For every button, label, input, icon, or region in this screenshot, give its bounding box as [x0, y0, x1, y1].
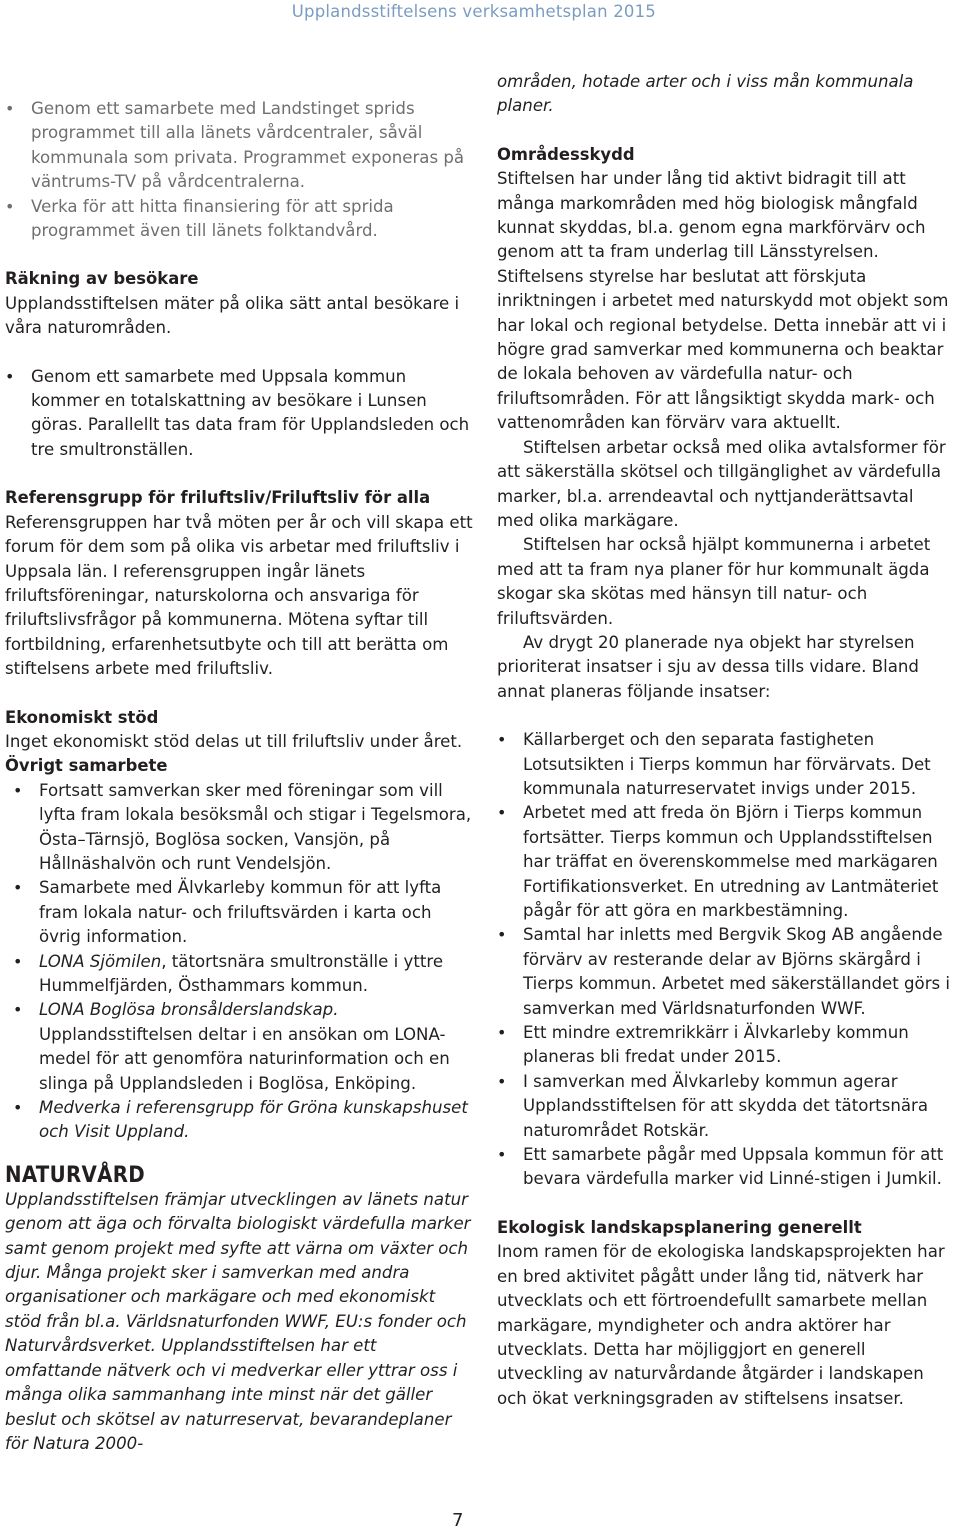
text-intro-continued: områden, hotade arter och i viss mån kommunala planer.: [497, 72, 914, 116]
list-item: • Arbetet med att freda ön Björn i Tierps kommun fortsätter. Tierps kommun och Upplandsstiftelsen har träffat en överenskommelse med markägaren Fortifikationsverket. En utredning av Lantmäteriet pågår för att göra en markbestämning.: [497, 801, 952, 923]
heading-ovrigt-samarbete: Övrigt samarbete: [5, 756, 168, 776]
item-rest: Upplandsstiftelsen deltar i en ansökan om LONA-medel för att genomföra naturinformation och en slinga på Upplandsleden i Boglösa, Enköping.: [39, 1024, 450, 1093]
text-ekonomiskt-stod: Inget ekonomiskt stöd delas ut till friluftsliv under året.: [5, 731, 463, 751]
item-italic: LONA Boglösa bronsålderslandskap.: [39, 1000, 339, 1020]
heading-omradesskydd: Områdesskydd: [497, 144, 635, 164]
list-item: [13, 950, 475, 999]
list-item: • Samtal har inletts med Bergvik Skog AB angående förvärv av resterande delar av Björns skärgård i Tierps kommun. Arbetet med säkerställandet görs i samverkan med Världsnaturfonden WWF.: [497, 923, 952, 1021]
left-column: [5, 70, 475, 1456]
list-item: • Källarberget och den separata fastigheten Lotsutsikten i Tierps kommun har förvärvats. Det kommunala naturreservatet invigs under 2015.: [497, 728, 952, 801]
text-referensgrupp: Referensgruppen har två möten per år och vill skapa ett forum för dem som på olika vis arbetar med friluftsliv i Uppsala län. I referensgruppen ingår länets friluftsföreningar, naturskolorna och ansvariga för friluftslivsfrågor på kommunerna. Mötena syftar till fortbildning, erfarenhetsutbyte och till att berätta om stiftelsens arbete med friluftsliv.: [5, 512, 473, 679]
item-rest: , tätortsnära smultronställe i yttre Hummelfjärden, Östhammars kommun.: [39, 951, 444, 995]
heading-ekonomiskt-stod: Ekonomiskt stöd: [5, 707, 159, 727]
list-item: • Medverka i referensgrupp för Gröna kunskapshuset och Visit Uppland.: [13, 1096, 475, 1145]
heading-ekologisk-landskapsplanering: Ekologisk landskapsplanering generellt: [497, 1217, 862, 1237]
text-ekologisk-landskapsplanering: Inom ramen för de ekologiska landskapsprojekten har en bred aktivitet pågått under lång tid, nätverk har utvecklats och ett förtroendefullt samarbete mellan markägare, myndigheter och andra aktörer har utvecklats. Detta har möjliggjort en generell utveckling av naturvårdande åtgärder i landskapen och ökat verkningsgraden av stiftelsens insatser.: [497, 1242, 945, 1408]
text-omradesskydd-p4: Av drygt 20 planerade nya objekt har styrelsen prioriterat insatser i sju av dessa tills vidare. Bland annat planeras följande insatser:: [497, 632, 919, 701]
bullet-list-ovrigt: [5, 779, 475, 1145]
list-item: • Samarbete med Älvkarleby kommun för att lyfta fram lokala natur- och friluftsvärden i karta och övrig information.: [13, 876, 475, 949]
list-item: • Genom ett samarbete med Uppsala kommun kommer en totalskattning av besökare i Lunsen göras. Parallellt tas data fram för Upplandsleden och tre smultronställen.: [5, 365, 475, 463]
list-item: • Fortsatt samverkan sker med föreningar som vill lyfta fram lokala besöksmål och stigar i Tegelsmora, Östa–Tärnsjö, Boglösa socken, Vansjön, på Hållnäshalvön och runt Vendelsjön.: [13, 779, 475, 877]
heading-referensgrupp: Referensgrupp för friluftsliv/Friluftsliv för alla: [5, 488, 431, 508]
bullet-list-rakning: [5, 365, 475, 463]
text-omradesskydd-p1: Stiftelsen har under lång tid aktivt bidragit till att många markområden med hög biologisk mångfald kunnat skyddas, bl.a. genom egna markförvärv och genom att ta fram underlag till Länsstyrelsen. Stiftelsens styrelse har beslutat att förskjuta inriktningen i arbetet med naturskydd mot objekt som har lokal och regional betydelse. Detta innebär att vi i högre grad samverkar med kommunerna och beaktar de lokala behoven av värdefulla natur- och friluftsområden. För att långsiktigt skydda mark- och vattenområden kan förvärv vara aktuellt.: [497, 169, 949, 433]
text-omradesskydd-p2: Stiftelsen arbetar också med olika avtalsformer för att säkerställa skötsel och tillgänglighet av värdefulla marker, bl.a. arrendeavtal och nyttjanderättsavtal med olika markägare.: [497, 437, 946, 530]
section-title-naturvard: NATURVÅRD: [5, 1162, 146, 1188]
right-column: [497, 70, 952, 1411]
text-omradesskydd-p3: Stiftelsen har också hjälpt kommunerna i arbetet med att ta fram nya planer för hur kommunalt ägda skogar ska skötas med hänsyn till natur- och friluftsvärden.: [497, 535, 931, 628]
bullet-list-insatser: [497, 728, 952, 1192]
list-item: [13, 998, 475, 1096]
page-number: 7: [452, 1510, 464, 1531]
text-rakning: Upplandsstiftelsen mäter på olika sätt antal besökare i våra naturområden.: [5, 293, 460, 338]
running-header: Upplandsstiftelsens verksamhetsplan 2015: [291, 2, 656, 21]
list-item: • Ett samarbete pågår med Uppsala kommun för att bevara värdefulla marker vid Linné-stigen i Jumkil.: [497, 1143, 952, 1192]
text-naturvard-intro: Upplandsstiftelsen främjar utvecklingen av länets natur genom att äga och förvalta biologiskt värdefulla marker samt genom projekt med syfte att värna om växter och djur. Många projekt sker i samverkan med andra organisationer och markägare och med ekonomiskt stöd från bl.a. Världsnaturfonden WWF, EU:s fonder och Naturvårdsverket. Upplandsstiftelsen har ett omfattande nätverk och vi medverkar eller yttrar oss i många olika sammanhang inte minst när det gäller beslut och skötsel av naturreservat, bevarandeplaner för Natura 2000-: [5, 1189, 471, 1453]
item-italic: LONA Sjömilen: [39, 951, 162, 971]
list-item: • I samverkan med Älvkarleby kommun agerar Upplandsstiftelsen för att skydda det tätortsnära naturområdet Rotskär.: [497, 1070, 952, 1143]
heading-rakning: Räkning av besökare: [5, 269, 199, 289]
list-item: • Ett mindre extremrikkärr i Älvkarleby kommun planeras bli fredat under 2015.: [497, 1021, 952, 1070]
list-item: • Verka för att hitta finansiering för att sprida programmet även till länets folktandvård.: [5, 195, 475, 244]
list-item: • Genom ett samarbete med Landstinget sprids programmet till alla länets vårdcentraler, såväl kommunala som privata. Programmet exponeras på väntrums-TV på vårdcentralerna.: [5, 97, 475, 195]
bullet-list-top: [5, 97, 475, 243]
